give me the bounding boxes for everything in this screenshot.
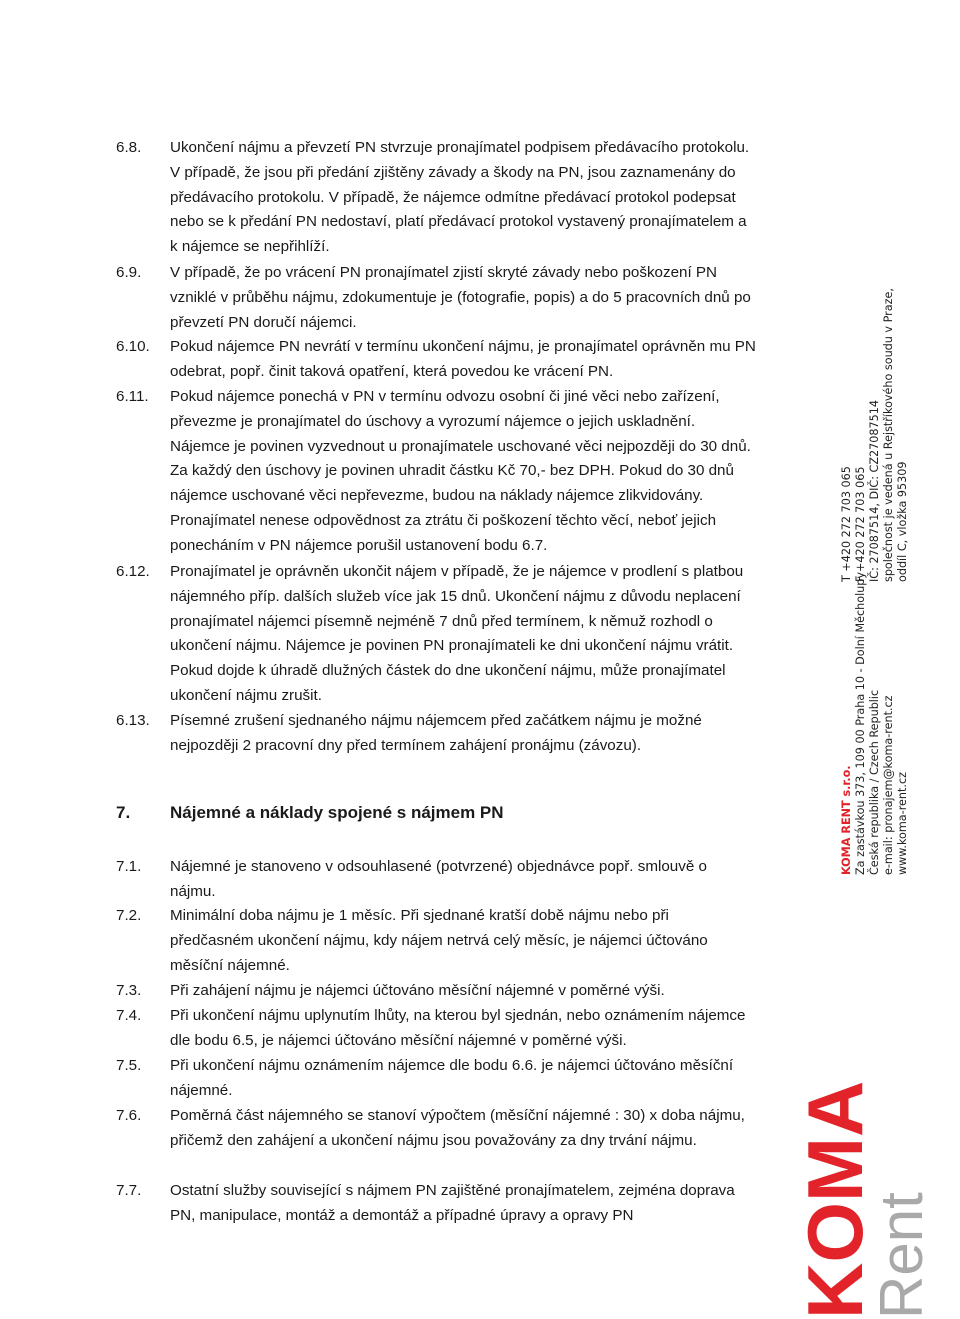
clause-text: Při ukončení nájmu oznámením nájemce dle bodu 6.6. je nájemci účtováno měsíční nájemné. xyxy=(170,1057,734,1099)
company-name: KOMA RENT s.r.o. xyxy=(840,765,853,875)
clause-text: V případě, že po vrácení PN pronajímatel zjistí skryté závady nebo poškození PN vzniklé v průběhu nájmu, zdokumentuje je (fotografie, popis) a do 5 pracovních dnů po převzetí PN doručí nájemci. xyxy=(170,264,751,331)
clause-6-13 xyxy=(116,709,756,759)
clause-7-1 xyxy=(116,855,756,905)
clause-7-2 xyxy=(116,904,756,978)
clause-6-8 xyxy=(116,136,756,260)
sidebar-company-info-2 xyxy=(840,0,910,582)
clause-number: 7.7. xyxy=(116,1182,142,1199)
clause-text: Pokud nájemce PN nevrátí v termínu ukončení nájmu, je pronajímatel oprávněn mu PN odebrat, popř. činit taková opatření, která povedou ke vrácení PN. xyxy=(170,338,756,380)
company-country: Česká republika / Czech Republic xyxy=(868,689,881,875)
section-title: Nájemné a náklady spojené s nájmem PN xyxy=(170,803,504,822)
section-number: 7. xyxy=(116,803,131,822)
clause-number: 6.9. xyxy=(116,264,142,281)
clause-number: 6.12. xyxy=(116,563,150,580)
clause-6-9 xyxy=(116,261,756,335)
clause-text: Nájemné je stanoveno v odsouhlasené (potvrzené) objednávce popř. smlouvě o nájmu. xyxy=(170,858,707,900)
clause-text: Při ukončení nájmu uplynutím lhůty, na kterou byl sjednán, nebo oznámením nájemce dle bodu 6.5, je nájemci účtováno měsíční nájemné v poměrné výši. xyxy=(170,1007,746,1049)
clause-text: Ostatní služby související s nájmem PN zajištěné pronajímatelem, zejména doprava PN, manipulace, montáž a demontáž a případné úpravy a opravy PN xyxy=(170,1182,735,1224)
clause-number: 7.2. xyxy=(116,907,142,924)
clause-number: 7.6. xyxy=(116,1107,142,1124)
company-email: e-mail: pronajem@koma-rent.cz xyxy=(882,695,895,875)
clause-number: 7.1. xyxy=(116,858,142,875)
clause-6-11 xyxy=(116,385,756,559)
company-phone: T +420 272 703 065 xyxy=(840,466,853,582)
company-ids: IČ: 27087514, DIČ: CZ27087514 xyxy=(868,400,881,582)
clause-text: Poměrná část nájemného se stanoví výpočtem (měsíční nájemné : 30) x doba nájmu, přičemž den zahájení a ukončení nájmu jsou považovány za dny trvání nájmu. xyxy=(170,1107,745,1149)
logo-main-text: KOMA xyxy=(791,1080,879,1319)
clause-text: Minimální doba nájmu je 1 měsíc. Při sjednané kratší době nájmu nebo při předčasném ukončení nájmu, kdy nájem netrvá celý měsíc, je nájemci účtováno měsíční nájemné. xyxy=(170,907,708,974)
clause-number: 6.8. xyxy=(116,139,142,156)
clause-7-6 xyxy=(116,1104,756,1154)
clause-number: 6.10. xyxy=(116,338,150,355)
clause-number: 7.5. xyxy=(116,1057,142,1074)
clause-number: 7.4. xyxy=(116,1007,142,1024)
clause-text: Písemné zrušení sjednaného nájmu nájemcem před začátkem nájmu je možné nejpozději 2 pracovní dny před termínem zahájení pronájmu (závozu). xyxy=(170,712,702,754)
clause-number: 7.3. xyxy=(116,982,142,999)
clause-number: 6.13. xyxy=(116,712,150,729)
section-heading xyxy=(116,800,504,826)
koma-rent-logo xyxy=(791,1030,940,1319)
company-address: Za zastávkou 373, 109 00 Praha 10 - Dolní Měcholupy xyxy=(854,572,867,875)
company-web: www.koma-rent.cz xyxy=(896,772,909,875)
clause-7-4 xyxy=(116,1004,756,1054)
logo-sub-text: Rent xyxy=(868,1192,935,1319)
clause-6-10 xyxy=(116,335,756,385)
clause-text: Ukončení nájmu a převzetí PN stvrzuje pronajímatel podpisem předávacího protokolu. V případě, že jsou při předání zjištěny závady a škody na PN, jsou zaznamenány do předávacího protokolu. V případě, že nájemce odmítne předávací protokol podepsat nebo se k předání PN nedostaví, platí předávací protokol vystavený pronajímatelem a k nájemce se nepřihlíží. xyxy=(170,139,750,256)
clause-text: Pronajímatel je oprávněn ukončit nájem v případě, že je nájemce v prodlení s platbou nájemného příp. dalších služeb více jak 15 dnů. Ukončení nájmu z důvodu neplacení pronajímatel nájemci písemně nejméně 7 dnů před termínem, k němuž rozhodl o ukončení nájmu. Nájemce je povinen PN pronajímateli ke dni ukončení nájmu vrátit. Pokud dojde k úhradě dlužných částek do dne ukončení nájmu, může pronajímatel ukončení nájmu zrušit. xyxy=(170,563,744,704)
clause-7-7 xyxy=(116,1179,756,1229)
company-register-2: oddíl C, vložka 95309 xyxy=(896,461,909,582)
clause-text: Při zahájení nájmu je nájemci účtováno měsíční nájemné v poměrné výši. xyxy=(170,982,665,999)
clause-6-12 xyxy=(116,560,756,709)
clause-7-3 xyxy=(116,979,756,1004)
company-fax: F +420 272 703 065 xyxy=(854,466,867,582)
clause-7-5 xyxy=(116,1054,756,1104)
company-register: společnost je vedená u Rejstříkového soudu v Praze, xyxy=(882,288,895,582)
clause-text: Pokud nájemce ponechá v PN v termínu odvozu osobní či jiné věci nebo zařízení, převezme je pronajímatel do úschovy a vyrozumí nájemce o jejich uskladnění. Nájemce je povinen vyzvednout u pronajímatele uschované věci nejpozději do 30 dnů. Za každý den úschovy je povinen uhradit částku Kč 70,- bez DPH. Pokud do 30 dnů nájemce uschované věci nepřevezme, budou na náklady nájemce zlikvidovány. Pronajímatel nenese odpovědnost za ztrátu či poškození těchto věcí, neboť jejich ponecháním v PN nájemce porušil ustanovení bodu 6.7. xyxy=(170,388,751,554)
clause-number: 6.11. xyxy=(116,388,149,405)
